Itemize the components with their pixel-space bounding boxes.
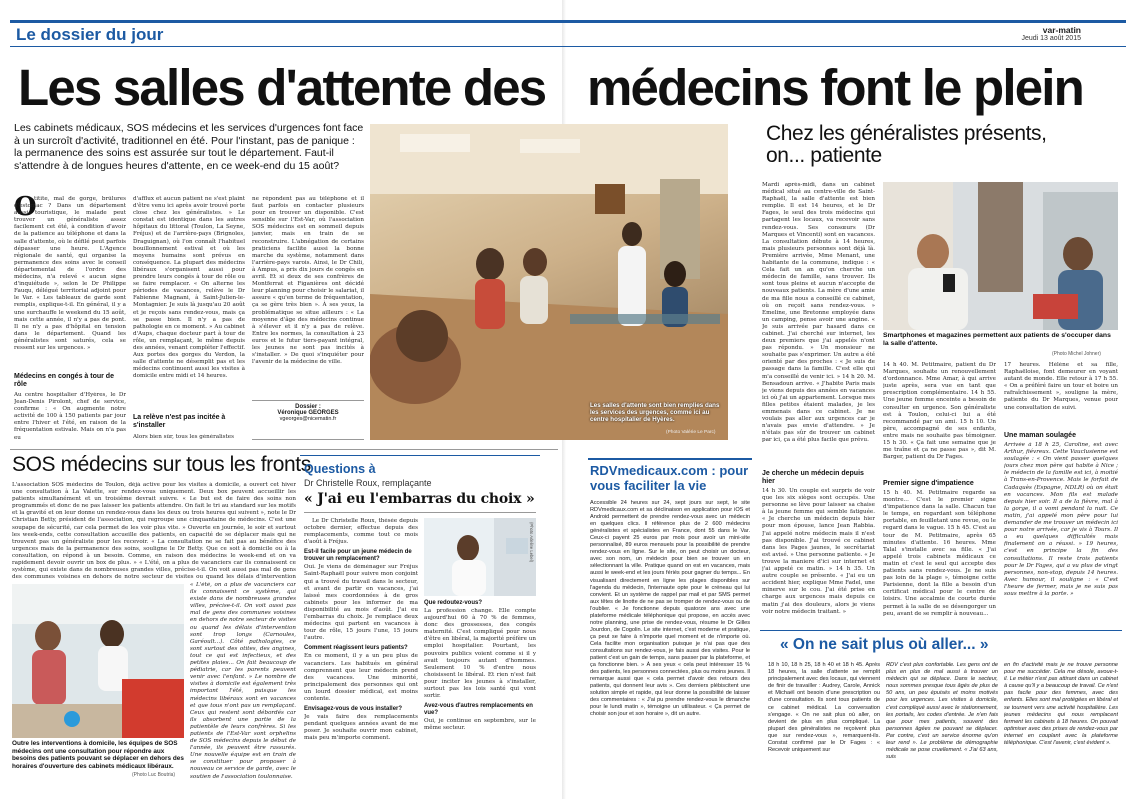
gen-col2b-text: 15 h 40. M. Petitmaire regarde sa montre... C'est le premier signe d'impatience dans la salle. Chacun tue le temps, en regardant son téléphone portable, en feuilletant une revue, ou le regard dans le vague. 15 h 45. C'est au tour de M. Petitmaire, après 65 minutes d'attente. 16 heures. Mme Talal s'installe avec sa fille. « J'ai appelé trois cabinets médicaux ce matin et c'est le seul qui accepte des patients sans rendez-vous. Je ne suis pas loin de la plage », témoigne cette Parisienne, dont la fille a besoin d'un certificat médical pour le centre de loisirs. Une accalmie de courte durée permet à la salle de se désengorger un peu, avant de se remplir à nouveau... (883, 490, 996, 617)
rdv-text: Accessible 24 heures sur 24, sept jours sur sept, le site RDVmedicaux.com et sa déclinaison en application pour iOS et Android permettent de prendre rendez-vous avec un médecin en quelques clics. Il référence plus de 2 600 médecins généralistes et spécialistes en France, dont 55 dans le Var. Ceux-ci payent 25 euros par mois pour avoir un mini-site personnalisé, 89 euros mensuels pour la possibilité de prendre rendez-vous en ligne. Sur le site, on peut choisir un docteur, avec son nom, un médecin pour bien se trouver un en sélectionnant la ville. Pratique quand on est en vacances, mais aussi le week-end et les jours fériés pour gagner du temps... En visualisant directement en ligne les plages disponibles sur l'agenda du médecin, l'internaute opte pour le créneau qui lui convient. Et un système de rappel par mail et par SMS permet aux têtes de linotte de ne pas se tromper de rendez-vous ou de l'oublier. « Je fonctionne depuis quatorze ans avec une plateforme médicale téléphonique qui propose, en accès avec notre planning, une prise de rendez-vous, résume le Dr Gilles Jourdon, de Cogolin. Le site internet, c'est moderne et pratique, ça peut se faire à n'importe quel moment et de n'importe où. Cela facilite mon organisation puisque je n'ai pas que des consultations sur rendez-vous, je fais aussi des visites. Pour le patient c'est un gain de temps, sans passer par la plateforme, et ça fonctionne bien. » À ses yeux « cela peut intéresser 15 % des patients, les personnes connectées, plus ou moins jeunes. Il remarque aussi que « cela permet d'avoir des retours des patients, qui donnent leur avis ». Ces derniers plébiscitent une solution simple et rapide, qui leur donne la possibilité de laisser des commentaires : « J'ai pu prendre rendez-vous le dimanche pour le lundi matin », témoigne un utilisateur. « Ça permet de choisir son jour et son horaire », dit un autre. (590, 500, 750, 718)
generalistes-title: Chez les généralistes présents, on... patiente (766, 122, 1047, 167)
section-top-rule (10, 20, 1126, 23)
questions-col2 (424, 600, 536, 790)
quote-box-col1: 18 h 10, 18 h 25, 18 h 40 et 18 h 45. Après 18 heures, la salle d'attente se remplit principalement avec des locaux, qui viennent de finir de travailler : Audrey, Carole, Annick et Michaël ont besoin d'une prescription ou d'une consultation. Ils sont tous patients de ce cabinet médical. La conversation s'engage. « On ne sait plus où aller, on devient de plus en plus compliqué. La plupart des généralistes ne reçoivent plus que sur rendez-vous », remarquent-ils. Constat confirmé par le Dr Fages : « Recevoir uniquement sur (768, 662, 880, 754)
rdv-top-rule (588, 458, 752, 460)
questions-intro: Le Dr Christelle Roux, thésée depuis octobre dernier, effectue depuis des remplacements, comme tout ce mois d'août à Fréjus. (304, 518, 418, 546)
main-col2b-text: Alors bien sûr, tous les généralistes (133, 434, 234, 440)
answer-5: Oui, je continue en septembre, sur le même secteur. (424, 718, 536, 732)
issue-date: Jeudi 13 août 2015 (1021, 35, 1081, 42)
sos-photo-caption: Outre les interventions à domicile, les équipes de SOS médecins ont une consultation pour répondre aux besoins des patients pouvant se déplacer en dehors des horaires d'ouverture des cabinets médicaux libéraux. (12, 740, 184, 770)
gen-subhead-2: Premier signe d'impatience (883, 480, 974, 487)
rdv-title: RDVmedicaux.com : pour vous faciliter la vie (590, 463, 749, 493)
sos-top-rule (10, 449, 558, 450)
question-2: Comment réagissent leurs patients? (304, 645, 408, 652)
section-title: Le dossier du jour (16, 25, 164, 44)
question-4: Que redoutez-vous? (424, 600, 483, 606)
questions-quote: « J'ai eu l'embarras du choix » (304, 491, 535, 507)
drop-cap: O (14, 192, 37, 222)
answer-2: En ce moment, il y a un peu plus de vacanciers. Les habitués en général comprennent que leur médecin prend des vacances. Une minorité, principalement des personnes qui ont un lourd dossier médical, est moins contente. (304, 653, 418, 702)
question-1: Est-il facile pour un jeune médecin de trouver un remplacement? (304, 549, 412, 563)
gen-photo-caption: Smartphones et magazines permettent aux patients de s'occuper dans la salle d'attente. (883, 332, 1111, 347)
questions-rule (304, 512, 536, 513)
gen-photo-credit: (Photo Michel Johner) (1052, 351, 1101, 357)
main-col2-text: d'afflux et aucun patient ne s'est plaint d'être venu ici après avoir trouvé porte close chez les généralistes. » Le constat est identique dans les autres hôpitaux du littoral (Toulon, La Seyne, Fréjus) et de l'arrière-pays (Brignoles, Draguignan), où l'on connaît l'habituel bouillonnement estival et où les moyens humains sont prévus en conséquence. La plupart des médecins libéraux s'organisent aussi pour prendre leurs congés à tour de rôle ou se faire remplacer. « On alterne les périodes de vacances, relève le Dr Fabienne Magnani, à Saint-Julien-le-Montagnier. Je suis là jusqu'au 20 août et je reçois sans rendez-vous, mais ça se passe bien. Il n'y a pas de pathologie en ce moment. » Au cabinet d'Aups, chaque docteur part à tour de rôle, un remplaçant, le même depuis des années, venant compléter l'effectif. Aux portes des gorges du Verdon, la salle d'attente ne désemplit pas et les médecins continuent aussi les visites à domicile entre midi et 14 heures. (133, 196, 245, 380)
questions-photo-credit: (Photo Adeline Lebel) (529, 522, 534, 563)
main-photo-credit: (Photo Valérie Le Parc) (666, 430, 716, 435)
author-box (252, 400, 364, 440)
question-3: Envisagez-vous de vous installer? (304, 706, 403, 713)
dossier-label: Dossier : (295, 404, 321, 410)
sos-text-continued: « L'été, on a plus de vacanciers car ils connaissent ce système, qui existe dans de nombreuses grandes villes, précise-t-il. On voit aussi pas mal de gens des communes voisines en dehors de notre secteur de visites ou quand les délais d'intervention sont trop longs (Carnoules, Garéoult...). Côté pathologies, ce sont surtout des otites, des angines, tout ce qui est infectieux, et des petites plaies... On fait beaucoup de pédiatrie, car les parents peuvent venir avec l'enfant. » Le nombre de visites à domicile est également très important l'été, puisque les médecins libéraux sont en vacances et que tous n'ont pas un remplaçant. Ceux qui restent sont débordés car ils absorbent une partie de la patientèle de leurs confrères. Si les patients de l'Est-Var sont orphelins de SOS médecins depuis le début de l'année, ils peuvent être rassurés. Une nouvelle équipe est en train de se constituer pour proposer à nouveau ce service de garde, avec le soutien de l'association toulonnaise. (190, 582, 296, 780)
gen-col3-text: 17 heures. Hélène et sa fille, Raphaëloise, font demeurer en voyant autant de monde. Elle retour à 17 h 55. « On a préféré faire un tour et boire un rafraîchissement », souligne la mère, patiente du Dr Marques, venue pour une consultation de suivi. (1004, 362, 1118, 411)
answer-4: La profession change. Elle compte aujourd'hui 60 à 70 % de femmes, donc des grossesses, des congés maternité. C'est compliqué pour nous d'être en libéral, la majorité préfère un emploi hospitalier. Pourtant, les pouvoirs publics voient comme si il y avait toujours autant d'hommes. Seulement 10 % d'entre nous choisissent le libéral. Et rien n'est fait pour inciter les jeunes à s'installer, surtout pas les lois santé qui vont sortir. (424, 608, 536, 700)
gen-col1-text: Mardi après-midi, dans un cabinet médical situé au centre-ville de Saint-Raphaël, la salle d'attente est bien remplie. Il est 14 heures, et le Dr Fages, le seul des trois médecins qui partagent les locaux, va recevoir sans rendez-vous. Ses consœurs (Dr Marques et Vincenti) sont en vacances. La consultation débute à 14 heures, mais plusieurs personnes sont déjà là. Première arrivée, Mme Menant, une habitante de la commune, indique : « Cela fait un an qu'on cherche un médecin de famille, sans trouver. Ils sont tous pleins et aucun n'accepte de nouveaux patients. La mère d'une amie de ma fille nous a conseillé ce cabinet, où on reçoit sans rendez-vous. » Emeline, une Bretonne employée dans un camping, pense avoir une angine. « Je suis arrivée par hasard dans ce cabinet. J'ai cherché sur internet, les deux premiers que j'ai appelés n'ont pas répondu. » Un monsieur ne souhaite pas s'exprimer. Un autre a été orienté par des proches : « Je suis de passage dans la famille. C'est elle qui m'a conseillé de venir ici. » 14 h 20. M. Bensadoun arrive. « J'habite Paris mais je viens depuis des années en vacances ici où j'ai un appartement. Lorsque mes filles petites étaient malades, je les emmenais dans ce cabinet. Je ne voulais pas aller aux urgences car je n'avais pas envie d'attendre. » Je n'étais pas sûr de trouver un cabinet par ici, ça a été plus facile que prévu. (762, 182, 875, 444)
answer-1: Oui. Je viens de déménager sur Fréjus Saint-Raphaël pour suivre mon conjoint qui a trouvé du travail dans le secteur, et avant de partir en vacances, j'ai laissé mes coordonnées à de gros cabinets pour les informer de ma disponibilité au mois d'août. J'ai eu l'embarras du choix. Je remplace deux médecins qui partent en vacances à tour de rôle, 15 jours l'une, 15 jours l'autre. (304, 564, 418, 642)
main-col1-text: titite, mal de gorge, brûlures d'estomac ? Dans un département aussi touristique, le malade peut trouver un généraliste assez facilement cet été, à condition d'avoir de la patience au téléphone et dans la salle d'attente, où le défilé peut parfois dépasser une heure. L'Agence régionale de santé, qui organise la permanence des soins avec le conseil départemental de l'ordre des médecins, n'a relevé « aucun signe d'inquiétude », selon le Dr Philippe Fauqu, délégué territorial adjoint pour le Var. « Les tableaux de garde sont remplis, explique-t-il. En général, il y a une surchauffe le weekend du 15 août, mais cette année, il n'y a pas de pont. Il ne n'y a pas d'hôpital en tension dans le département. Quand les généralistes sont saturés, cela se ressent sur les urgences. » (14, 196, 126, 351)
headline-right: médecins font le plein (587, 59, 1083, 116)
author-name: Véronique GEORGES (277, 410, 339, 416)
newspaper-name: var-matin (1042, 25, 1081, 35)
answer-3: Je vais faire des remplacements pendant quelques années avant de me poser. Je souhaite ouvrir mon cabinet, mais peu m'importe comment. (304, 714, 418, 742)
headline-left: Les salles d'attente des (18, 59, 546, 116)
main-photo-caption: Les salles d'attente sont bien remplies dans les services des urgences, comme ici au centre hospitalier de Hyères. (590, 402, 720, 424)
gen-subhead-3: Une maman soulagée (1004, 432, 1076, 439)
quote-box-col2: RDV c'est plus confortable. Les gens ont de plus en plus de mal aussi à trouver un médecin qui se déplace. Dans le secteur, nous sommes presque tous âgés de plus de 50 ans, un peu épuisés et moins motivés pour les urgences. Les visites à domicile, c'est compliqué aussi avec le stationnement, les portails, les codes d'entrée. Je n'en fais que pour mes patients, souvent des personnes âgées ne pouvant se déplacer. Par contre, c'est un service énorme qu'on leur rend ». Le problème de démographie médicale se pose cruellement. « J'ai 63 ans, suis (886, 662, 998, 761)
smartphones-photo (883, 182, 1118, 330)
questions-kicker: Questions à (304, 462, 376, 476)
gen-col3b-text: Arrivée à 18 h 25, Caroline, est avec Arthur, fiévreux. Cette Vauclusienne est soulagée : « On vient passer quelques jours chez mon père qui habite à Nice ; le médecin de la famille est ici, à moitié à Trans-en-Provence. Mais le forfait de Cadaquès (Espagne, NDLR) où on était en vacances. Mon fils est malade depuis hier soir. Il a de la fièvre, mal à la gorge, il a vomi pendant la nuit. Ce matin, j'ai appelé mon père pour lui demander de me trouver un médecin ici pour notre arrivée, car je vis à Tours. Il a eu quelques difficultés mais finalement on a réussi. » 19 heures, c'est en principe la fin des consultations. Il reste trois patients pour le Dr Fages, qui a vu plus de vingt personnes, non-stop, depuis 14 heures. Avec humour, il souligne : « C'est l'heure de fermer, mais je ne suis pas sous mettre à la porte. » (1004, 442, 1118, 597)
sos-photo-credit: (Photo Luc Boutria) (132, 772, 176, 778)
waiting-room-photo (370, 124, 728, 440)
lead-paragraph: Les cabinets médicaux, SOS médecins et les services d'urgences font face à un surcroît d'activité, traditionnel en été. Pour l'instant, pas de panique : la permanence des soins est assurée sur tout le département. Faut-il s'attendre à de longues heures d'attente, en ce week-end du 15 août? (14, 122, 364, 172)
quote-box-title: « On ne sait plus où aller... » (780, 636, 989, 653)
questions-photo (424, 518, 536, 596)
questions-col1 (304, 518, 418, 790)
quote-box-col3: en fin d'activité mais je ne trouve personne pour me succéder. Cela me désole, avoue-t-il. Le métier n'est pas attirant dans un cabinet à cause qu'il y a beaucoup de travail. Ce n'est pas facile pour des femmes, avec des enfants. Elles sont mal protégées en libéral et se tournent vers une activité hospitalière. Les jeunes médecins qui nous remplacent ferment les cabinets à 18 heures. On pouvait optimiser avec des prises de rendez-vous par internet en couplant avec la plateforme téléphonique. C'est l'avenir, c'est évident ». (1004, 662, 1118, 747)
sos-title: SOS médecins sur tous les fronts (12, 453, 311, 476)
question-5: Avez-vous d'autres remplacements en vue? (424, 703, 533, 717)
main-subhead-2: La relève n'est pas incitée à s'installer (133, 414, 226, 429)
main-article (14, 192, 364, 444)
main-subhead-1: Médecins en congés à tour de rôle (14, 373, 114, 388)
author-email: vgeorges@nicematin.fr (279, 416, 337, 422)
gen-subhead-1: Je cherche un médecin depuis hier (762, 470, 864, 485)
sos-text: L'association SOS médecins de Toulon, déjà active pour les visites à domicile, a ouvert cet hiver une consultation à La Valette, sur rendez-vous uniquement. Deux box peuvent accueillir les patients simultanément et un troisième devrait suivre. « Le but est de faire des soins non programmés et donc de ne pas laisser les patients attendre. On fait le tri au standard sur les motifs et la gravité et on leur donne un rendez-vous dans les deux ou trois heures qui suivent », note le Dr Christian Betty, président de l'association, qui regroupe une cinquantaine de médecins. C'est une soupape de sécurité, car cela permet de les voir plus vite. » Ouverte en journée, le soir et surtout les week-ends, cette consultation accueille des patients, en capacité de se déplacer mais qui ne trouvent pas un généraliste pour les recevoir. « La consultation ne se fait pas au bénéfice des urgences mais de la permanence des soins, souligne le Dr Betty. Que ce soit à domicile ou à la consultation, on répond à un besoin. Comme, en raison des médecins le week-end et on va rapidement devoir ouvrir un box de plus. » « L'été, on a plus de vacanciers car ils connaissent ce système, qui existe dans de nombreuses grandes villes, précise-t-il. On voit aussi pas mal de gens des communes voisines en dehors de notre secteur de visites ou quand les délais d'intervention (12, 482, 296, 580)
gen-col1b-text: 14 h 30. Un couple est surpris de voir que les six sièges sont occupés. Une personne se lève pour laisser sa chaise à la jeune femme qui semble fatiguée. « Je cherche un médecin depuis hier pour mon épouse, lance Jean Rabbia. J'ai appelé notre médecin mais il n'est pas disponible. J'ai trouvé ce cabinet dans les Pages jaunes, le secrétariat est avisé. » Une personne patiente. « Je trouve la maniere d'ici sur internet et j'ai appelé ce matin. » 14 h 35. Un autre couple se présente. « J'ai eu un accident hier, explique Mme Fadel, une minerve sur le cou. J'ai été prise en charge aux urgences mais depuis ce matin j'ai des douleurs, alors je viens voir notre médecin traitant. » (762, 488, 875, 615)
header-bottom-rule (10, 46, 1126, 47)
section-header (10, 20, 1126, 42)
main-col3-text: ne répondent pas au téléphone et il faut parfois en contacter plusieurs pour en trouver un disponible. C'est sensible sur l'Est-Var, où l'association SOS médecins est en sommeil depuis janvier, mais en train de se reconstruire. L'abnégation de certains praticiens facilite aussi la bonne marche du système, notamment dans l'arrière-pays varois. Ainsi, le Dr Chili, à Ampus, a pris dix jours de congés en avril. Et si deux de ses confrères de Montferrat et Figanières ont décidé leur planning pour choisir le salariat, il assure « qu'en terme de fréquentation, ça se gère très bien ». À ses yeux, la problématique se situe ailleurs : « La moyenne d'âge des médecins continue à s'élever et il n'y a pas de relève. Entre les normes, la consultation à 23 euros et le futur tiers-payant intégral, les jeunes ne sont pas incités à s'installer. » De quoi s'inquiéter pour l'avenir de la médecine de ville. (252, 196, 364, 366)
sos-photo (12, 584, 184, 738)
questions-name: Dr Christelle Roux, remplaçante (304, 478, 432, 488)
gen-col2-text: 14 h 40. M. Petitmaire, patient du Dr Marques, souhaite un renouvellement d'ordonnance. Mme Amar, à qui arrive juste après, sera vue en tant que prescription complémentaire. 14 h 55. Une jeune femme enceinte a besoin de consulter en urgence. Son généraliste est à Toulon, celui-ci lui a été recommandé par un ami. 15 h 10. Un père, accompagné de ses enfants, entre mais ne souhaite pas témoigner. 15 h 30. « Ça fait une semaine que je me traîne et ça ne passe pas », dit M. Barger, patient du Dr Fages. (883, 362, 996, 461)
main-col1b-text: Au centre hospitalier d'Hyères, le Dr Jean-Denis Pirolont, chef de service, confirme : « On augmente notre activité de 100 à 150 patients par jour entre l'hiver et l'été, en raison de la fréquentation estivale. Mais on n'a pas eu (14, 392, 126, 441)
